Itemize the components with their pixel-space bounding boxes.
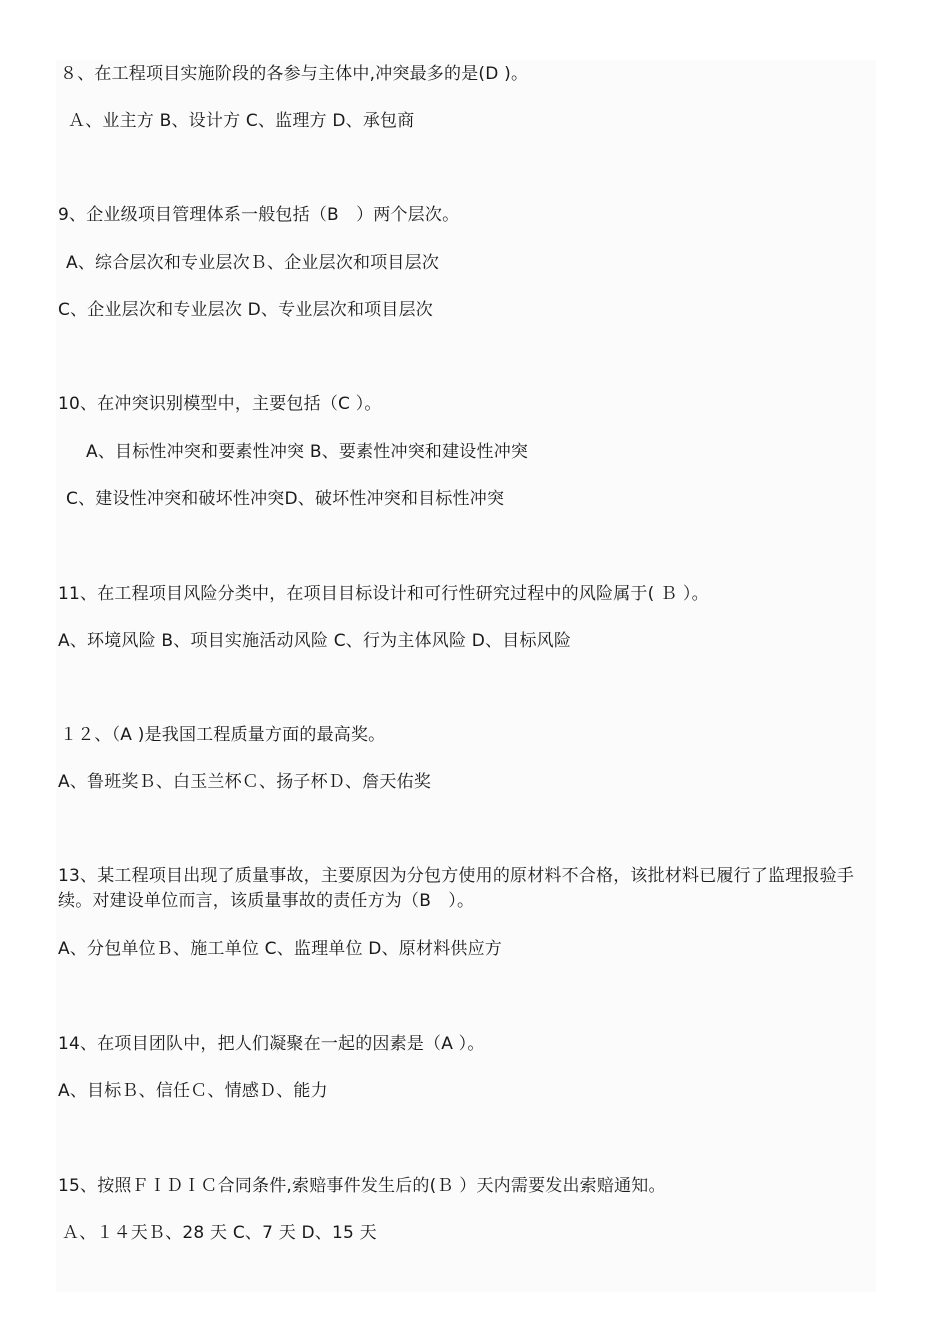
question-14-stem: 14、在项目团队中，把人们凝聚在一起的因素是（A ）。 <box>58 1034 485 1054</box>
question-9-stem: 9、企业级项目管理体系一般包括（B ）两个层次。 <box>58 205 460 225</box>
question-15-options: Ａ、１４天Ｂ、28 天 C、7 天 D、15 天 <box>62 1223 377 1243</box>
question-10-stem: 10、在冲突识别模型中，主要包括（C ）。 <box>58 394 382 414</box>
document-page <box>56 60 876 1292</box>
question-12-stem: １２、（A )是我国工程质量方面的最高奖。 <box>60 725 386 745</box>
question-13-options: A、分包单位Ｂ、施工单位 C、监理单位 D、原材料供应方 <box>58 939 502 959</box>
question-15-stem: 15、按照ＦＩＤＩＣ合同条件,索赔事件发生后的(Ｂ ）天内需要发出索赔通知。 <box>58 1176 666 1196</box>
question-13-stem: 13、某工程项目出现了质量事故，主要原因为分包方使用的原材料不合格，该批材料已履行了监理报验手续。对建设单位而言，该质量事故的责任方为（B ）。 <box>58 866 855 911</box>
question-9-options-line-2: C、企业层次和专业层次 D、专业层次和项目层次 <box>58 300 433 320</box>
question-10-options-line-2: C、建设性冲突和破坏性冲突D、破坏性冲突和目标性冲突 <box>66 489 505 509</box>
question-8-options: Ａ、业主方 B、设计方 C、监理方 D、承包商 <box>68 111 415 131</box>
question-12-options: A、鲁班奖Ｂ、白玉兰杯Ｃ、扬子杯Ｄ、詹天佑奖 <box>58 772 432 792</box>
question-8-stem: ８、在工程项目实施阶段的各参与主体中,冲突最多的是(D )。 <box>60 64 529 84</box>
question-9-options-line-1: A、综合层次和专业层次Ｂ、企业层次和项目层次 <box>66 253 440 273</box>
question-10-options-line-1: A、目标性冲突和要素性冲突 B、要素性冲突和建设性冲突 <box>86 442 529 462</box>
question-14-options: A、目标Ｂ、信任Ｃ、情感Ｄ、能力 <box>58 1081 328 1101</box>
question-11-options: A、环境风险 B、项目实施活动风险 C、行为主体风险 D、目标风险 <box>58 631 572 651</box>
question-11-stem: 11、在工程项目风险分类中，在项目目标设计和可行性研究过程中的风险属于( Ｂ ）。 <box>58 584 709 604</box>
